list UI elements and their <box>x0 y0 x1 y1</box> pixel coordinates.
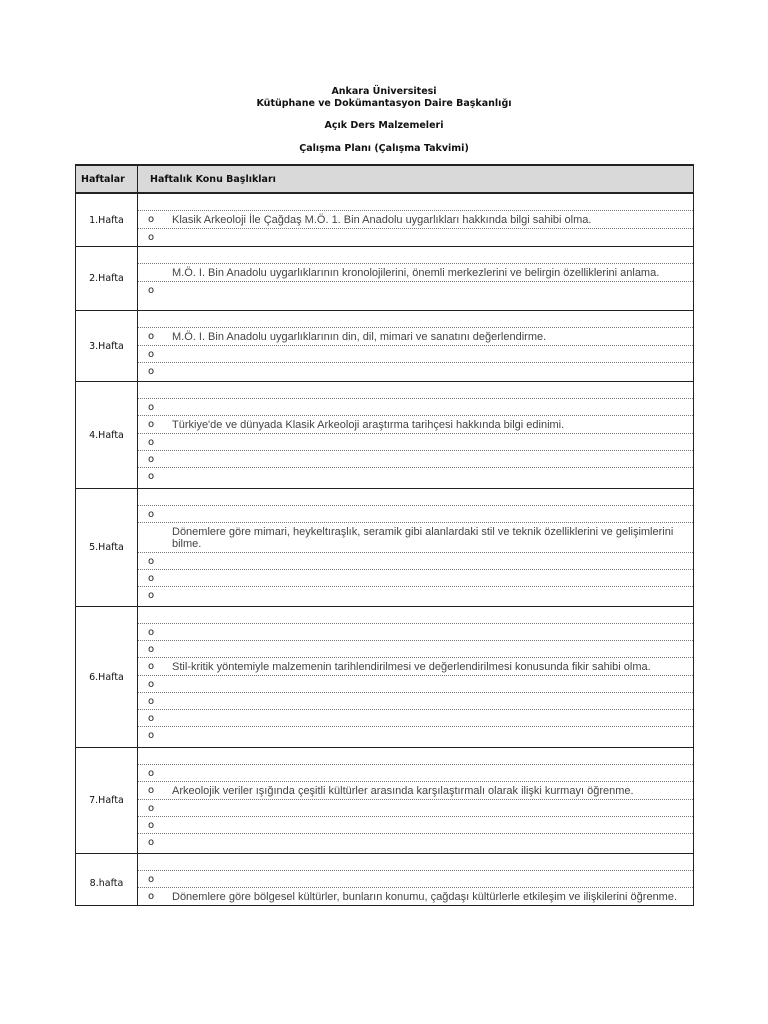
topic-line <box>138 871 693 888</box>
bullet-icon: o <box>148 661 155 672</box>
topic-line <box>138 489 693 506</box>
bullet-icon: o <box>148 713 155 724</box>
topic-line <box>138 346 693 363</box>
topic-line <box>138 693 693 710</box>
topic-line <box>138 888 693 905</box>
topic-line <box>138 468 693 485</box>
bullet-icon: o <box>148 696 155 707</box>
week-label: 8.hafta <box>76 854 138 906</box>
topic-line <box>138 676 693 693</box>
weeks-column-header: Haftalar <box>76 165 138 193</box>
topics-column-header: Haftalık Konu Başlıkları <box>138 165 694 193</box>
bullet-icon: o <box>148 730 155 741</box>
bullet-icon: o <box>148 891 155 902</box>
week-label: 5.Hafta <box>76 489 138 607</box>
bullet-icon: o <box>148 402 155 413</box>
week-row <box>76 854 694 906</box>
topic-line <box>138 658 693 676</box>
bullet-icon: o <box>148 803 155 814</box>
topic-text: Türkiye'de ve dünyada Klasik Arkeoloji araştırma tarihçesi hakkında bilgi edinimi. <box>172 419 565 431</box>
topic-text: Stil-kritik yöntemiyle malzemenin tarihlendirilmesi ve değerlendirilmesi konusunda fikir sahibi olma. <box>172 661 651 673</box>
topic-line <box>138 229 693 246</box>
bullet-icon: o <box>148 437 155 448</box>
bullet-icon: o <box>148 837 155 848</box>
week-row <box>76 311 694 382</box>
topic-line <box>138 570 693 587</box>
bullet-icon: o <box>148 285 155 296</box>
bullet-icon: o <box>148 419 155 430</box>
week-row <box>76 382 694 489</box>
topic-text: Dönemlere göre mimari, heykeltıraşlık, seramik gibi alanlardaki stil ve teknik özelliklerini ve gelişimlerini bilme. <box>172 526 674 550</box>
bullet-icon: o <box>148 573 155 584</box>
bullet-icon: o <box>148 874 155 885</box>
table-header-row <box>76 165 694 193</box>
plan-title: Çalışma Planı (Çalışma Takvimi) <box>299 143 469 154</box>
topic-line <box>138 247 693 264</box>
topics-cell <box>138 854 694 906</box>
topic-line <box>138 264 693 282</box>
topic-line <box>138 282 693 299</box>
topic-line <box>138 506 693 523</box>
university-title: Ankara Üniversitesi <box>331 86 437 97</box>
week-row <box>76 748 694 854</box>
week-row <box>76 193 694 247</box>
week-label: 7.Hafta <box>76 748 138 854</box>
topic-line <box>138 399 693 416</box>
topics-cell <box>138 193 694 247</box>
topic-line <box>138 587 693 604</box>
topics-cell <box>138 382 694 489</box>
topic-line <box>138 434 693 451</box>
bullet-icon: o <box>148 679 155 690</box>
bullet-icon: o <box>148 820 155 831</box>
bullet-icon: o <box>148 471 155 482</box>
topic-text: M.Ö. I. Bin Anadolu uygarlıklarının kronolojilerini, önemli merkezlerini ve belirgin özelliklerini anlama. <box>172 267 660 279</box>
topics-cell <box>138 247 694 311</box>
week-label: 3.Hafta <box>76 311 138 382</box>
topic-line <box>138 553 693 570</box>
topic-text: Arkeolojik veriler ışığında çeşitli kültürler arasında karşılaştırmalı olarak ilişki kurmayı öğrenme. <box>172 785 634 797</box>
topic-text: M.Ö. I. Bin Anadolu uygarlıklarının din, dil, mimari ve sanatını değerlendirme. <box>172 331 547 343</box>
bullet-icon: o <box>148 366 155 377</box>
topic-line <box>138 800 693 817</box>
bullet-icon: o <box>148 454 155 465</box>
bullet-icon: o <box>148 509 155 520</box>
topic-line <box>138 834 693 851</box>
topic-line <box>138 727 693 744</box>
topic-line <box>138 194 693 211</box>
study-plan-table <box>75 164 694 906</box>
bullet-icon: o <box>148 627 155 638</box>
department-title: Kütüphane ve Dokümantasyon Daire Başkanlığı <box>256 98 512 109</box>
bullet-icon: o <box>148 232 155 243</box>
topic-line <box>138 311 693 328</box>
topic-line <box>138 211 693 229</box>
topic-line <box>138 748 693 765</box>
topic-line <box>138 854 693 871</box>
topic-line <box>138 328 693 346</box>
bullet-icon: o <box>148 331 155 342</box>
topic-line <box>138 641 693 658</box>
topic-line <box>138 607 693 624</box>
week-label: 2.Hafta <box>76 247 138 311</box>
bullet-icon: o <box>148 590 155 601</box>
topic-line <box>138 624 693 641</box>
topics-cell <box>138 748 694 854</box>
bullet-icon: o <box>148 785 155 796</box>
topic-line <box>138 416 693 434</box>
bullet-icon: o <box>148 214 155 225</box>
topic-line <box>138 765 693 782</box>
week-label: 4.Hafta <box>76 382 138 489</box>
topic-line <box>138 382 693 399</box>
topic-line <box>138 782 693 800</box>
topic-line <box>138 710 693 727</box>
topics-cell <box>138 311 694 382</box>
week-row <box>76 607 694 748</box>
topic-text: Dönemlere göre bölgesel kültürler, bunların konumu, çağdaşı kültürlerle etkileşim ve ilişkilerini öğrenme. <box>172 891 678 903</box>
bullet-icon: o <box>148 349 155 360</box>
week-row <box>76 247 694 311</box>
topics-cell <box>138 607 694 748</box>
topic-text: Klasik Arkeoloji İle Çağdaş M.Ö. 1. Bin Anadolu uygarlıkları hakkında bilgi sahibi olma. <box>172 214 592 226</box>
bullet-icon: o <box>148 556 155 567</box>
week-label: 1.Hafta <box>76 193 138 247</box>
bullet-icon: o <box>148 644 155 655</box>
week-row <box>76 489 694 607</box>
topic-line <box>138 523 693 553</box>
topics-cell <box>138 489 694 607</box>
material-title: Açık Ders Malzemeleri <box>324 120 444 131</box>
topic-line <box>138 817 693 834</box>
topic-line <box>138 363 693 380</box>
topic-line <box>138 451 693 468</box>
bullet-icon: o <box>148 768 155 779</box>
week-label: 6.Hafta <box>76 607 138 748</box>
